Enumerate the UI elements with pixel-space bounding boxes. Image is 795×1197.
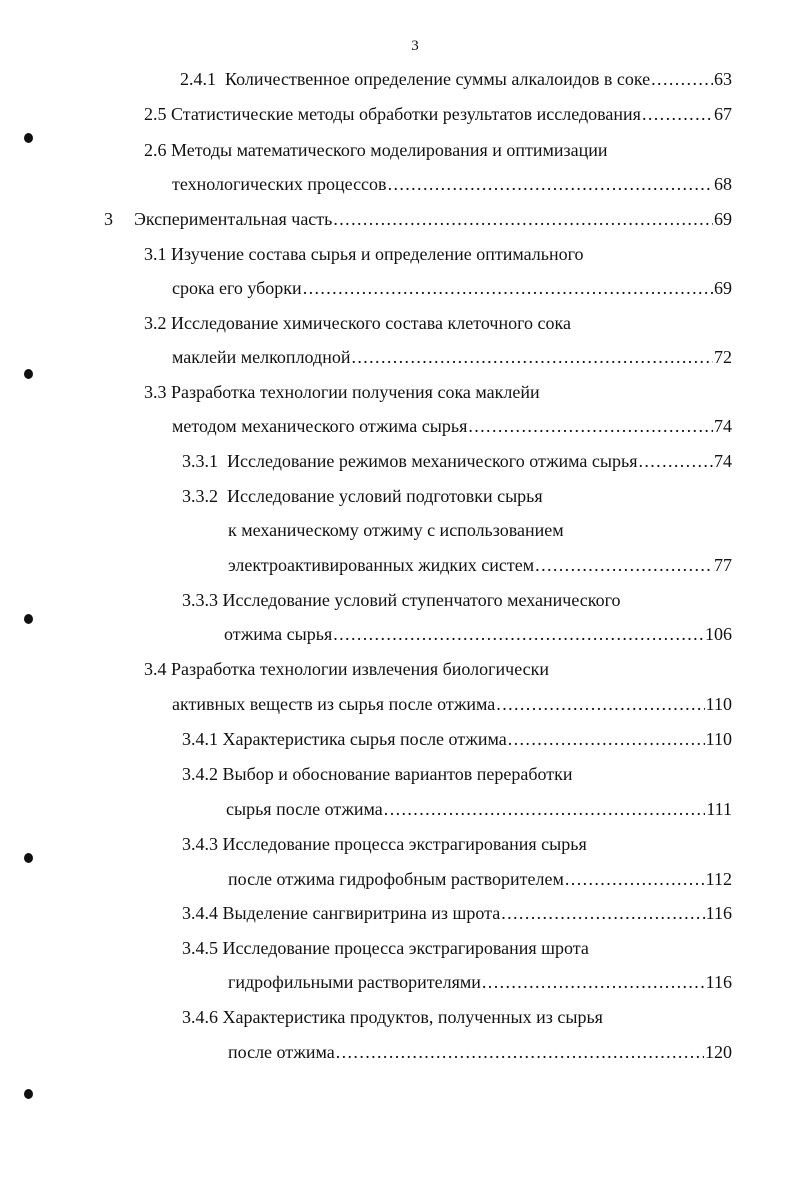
- toc-page-number: 69: [714, 209, 732, 229]
- toc-page-number: 110: [705, 729, 732, 749]
- dot-leader: [496, 691, 704, 717]
- toc-entry-title-cont: маклейи мелкоплодной: [172, 347, 351, 367]
- toc-entry-2-6[interactable]: [172, 171, 732, 197]
- toc-page-number: 67: [714, 104, 732, 124]
- toc-page-number: 120: [705, 1042, 732, 1062]
- toc-entry-title-cont: электроактивированных жидких систем: [228, 555, 535, 575]
- toc-entry-3-3-3[interactable]: [224, 621, 732, 647]
- dot-leader: [535, 552, 713, 578]
- toc-entry-3-3-line1[interactable]: [144, 379, 540, 405]
- toc-entry-title: Исследование химического состава клеточного сока: [171, 313, 571, 333]
- toc-entry-2-5[interactable]: [144, 101, 732, 127]
- toc-page-number: 116: [705, 903, 732, 923]
- toc-entry-title: Изучение состава сырья и определение оптимального: [171, 244, 584, 264]
- dot-leader: [468, 413, 713, 439]
- toc-entry-title: Статистические методы обработки результатов исследования: [171, 104, 641, 124]
- punch-hole-mark: [24, 133, 33, 143]
- page-number: 3: [411, 38, 419, 54]
- toc-entry-3-3[interactable]: [172, 413, 732, 439]
- toc-entry-title-cont: технологических процессов: [172, 174, 387, 194]
- toc-entry-number: 3.4.6: [182, 1007, 218, 1027]
- toc-entry-title: Исследование процесса экстрагирования шрота: [222, 938, 589, 958]
- toc-page-number: 116: [705, 972, 732, 992]
- toc-entry-title-cont: к механическому отжиму с использованием: [228, 520, 564, 540]
- toc-entry-title-cont: после отжима: [228, 1042, 335, 1062]
- toc-entry-title: Характеристика продуктов, полученных из сырья: [222, 1007, 603, 1027]
- toc-entry-number: 3.2: [144, 313, 167, 333]
- toc-entry-number: 3.4.1: [182, 729, 218, 749]
- toc-entry-3-3-3-line1[interactable]: [182, 587, 621, 613]
- toc-page-number: 74: [714, 451, 732, 471]
- dot-leader: [388, 171, 713, 197]
- dot-leader: [333, 621, 704, 647]
- dot-leader: [384, 796, 706, 822]
- toc-entry-number: 2.6: [144, 140, 167, 160]
- toc-entry-title: Исследование процесса экстрагирования сырья: [222, 834, 587, 854]
- toc-entry-number: 3.4: [144, 659, 167, 679]
- toc-entry-title: Разработка технологии извлечения биологически: [171, 659, 550, 679]
- toc-entry-title: Характеристика сырья после отжима: [222, 729, 507, 749]
- toc-entry-3-3-2[interactable]: [228, 552, 732, 578]
- toc-entry-3-1-line1[interactable]: [144, 241, 584, 267]
- toc-entry-number: 3.4.2: [182, 764, 218, 784]
- toc-entry-title-cont: методом механического отжима сырья: [172, 416, 468, 436]
- toc-page-number: 110: [705, 694, 732, 714]
- dot-leader: [351, 344, 713, 370]
- toc-entry-title-cont: после отжима гидрофобным растворителем: [228, 869, 564, 889]
- toc-entry-3-2[interactable]: [172, 344, 732, 370]
- toc-page-number: 68: [714, 174, 732, 194]
- toc-entry-number: 3.3.2: [182, 486, 218, 506]
- punch-hole-mark: [24, 853, 33, 863]
- toc-entry-title-cont: гидрофильными растворителями: [228, 972, 481, 992]
- toc-entry-title: Выделение сангвиритрина из шрота: [222, 903, 501, 923]
- toc-entry-3-2-line1[interactable]: [144, 310, 571, 336]
- dot-leader: [336, 1039, 704, 1065]
- dot-leader: [482, 969, 705, 995]
- toc-entry-number: 3.4.3: [182, 834, 218, 854]
- toc-entry-number: 3.1: [144, 244, 167, 264]
- toc-entry-3-4-2-line1[interactable]: [182, 761, 573, 787]
- dot-leader: [638, 448, 713, 474]
- dot-leader: [651, 66, 713, 92]
- toc-entry-number: 2.5: [144, 104, 167, 124]
- toc-entry-3-4-6[interactable]: [228, 1039, 732, 1065]
- toc-page-number: 69: [714, 278, 732, 298]
- toc-page-number: 77: [714, 555, 732, 575]
- toc-entry-3-4-3[interactable]: [228, 866, 732, 892]
- toc-entry-3-3-1[interactable]: [182, 448, 732, 474]
- toc-entry-3-4-5[interactable]: [228, 969, 732, 995]
- toc-entry-title: Разработка технологии получения сока маклейи: [171, 382, 540, 402]
- toc-entry-number: 3.3: [144, 382, 167, 402]
- toc-entry-title: Экспериментальная часть: [134, 209, 333, 229]
- toc-entry-number: 3.3.1: [182, 451, 218, 471]
- toc-page-number: 63: [714, 69, 732, 89]
- toc-page-number: 72: [714, 347, 732, 367]
- toc-entry-title: Выбор и обоснование вариантов переработки: [222, 764, 573, 784]
- toc-entry-number: 3.4.5: [182, 938, 218, 958]
- toc-page-number: 111: [706, 799, 732, 819]
- toc-entry-title-cont: сырья после отжима: [226, 799, 383, 819]
- punch-hole-mark: [24, 1089, 33, 1099]
- toc-entry-number: 2.4.1: [180, 69, 216, 89]
- toc-entry-title: Методы математического моделирования и оптимизации: [171, 140, 608, 160]
- toc-entry-title-cont: отжима сырья: [224, 624, 333, 644]
- toc-entry-3-4-4[interactable]: [182, 900, 732, 926]
- toc-entry-number: 3: [104, 209, 113, 229]
- toc-entry-3-1[interactable]: [172, 275, 732, 301]
- dot-leader: [508, 726, 705, 752]
- dot-leader: [565, 866, 705, 892]
- toc-entry-3-4-2[interactable]: [226, 796, 732, 822]
- toc-entry-3-4[interactable]: [172, 691, 732, 717]
- toc-page-number: 74: [714, 416, 732, 436]
- dot-leader: [333, 206, 713, 232]
- toc-entry-2-6-line1[interactable]: [144, 137, 608, 163]
- toc-entry-3-3-2-line2[interactable]: [228, 517, 564, 543]
- toc-entry-3-4-1[interactable]: [182, 726, 732, 752]
- toc-entry-title: Исследование условий подготовки сырья: [227, 486, 543, 506]
- toc-entry-3[interactable]: [134, 206, 732, 232]
- toc-entry-number: 3.4.4: [182, 903, 218, 923]
- punch-hole-mark: [24, 369, 33, 379]
- punch-hole-mark: [24, 614, 33, 624]
- toc-entry-2-4-1[interactable]: [180, 66, 732, 92]
- toc-entry-title-cont: активных веществ из сырья после отжима: [172, 694, 496, 714]
- dot-leader: [501, 900, 704, 926]
- toc-page-number: 112: [705, 869, 732, 889]
- toc-entry-3-4-3-line1[interactable]: [182, 831, 587, 857]
- toc-entry-title-cont: срока его уборки: [172, 278, 302, 298]
- toc-entry-title: Исследование режимов механического отжима сырья: [227, 451, 638, 471]
- toc-entry-title: Количественное определение суммы алкалоидов в соке: [225, 69, 651, 89]
- toc-entry-number: 3.3.3: [182, 590, 218, 610]
- toc-entry-3-3-2-line1[interactable]: [182, 483, 543, 509]
- toc-entry-3-4-6-line1[interactable]: [182, 1004, 603, 1030]
- toc-page-number: 106: [705, 624, 732, 644]
- toc-entry-title: Исследование условий ступенчатого механического: [222, 590, 621, 610]
- toc-entry-3-4-line1[interactable]: [144, 656, 549, 682]
- toc-entry-3-4-5-line1[interactable]: [182, 935, 589, 961]
- dot-leader: [303, 275, 713, 301]
- dot-leader: [642, 101, 713, 127]
